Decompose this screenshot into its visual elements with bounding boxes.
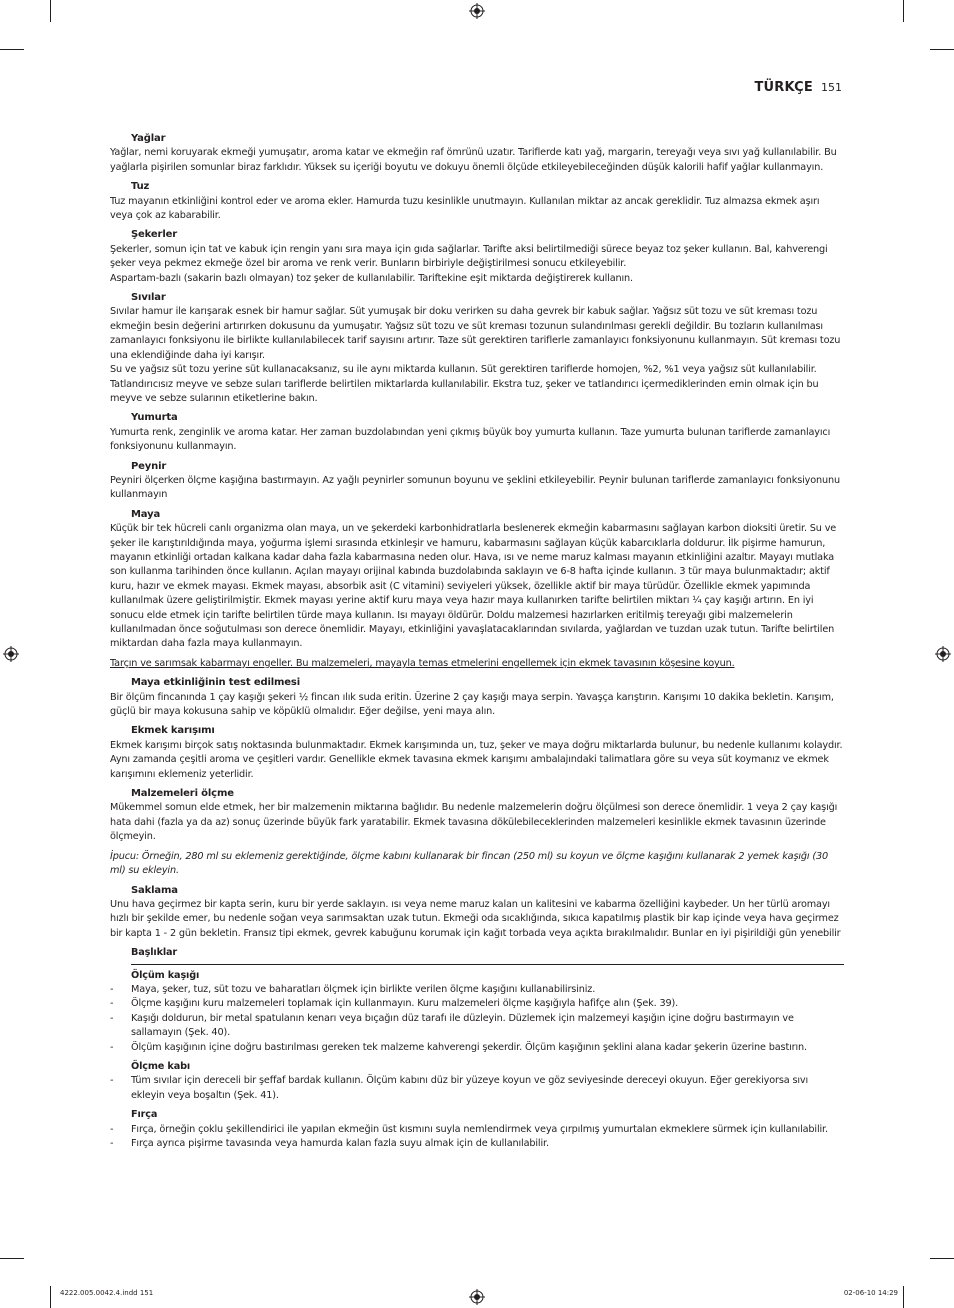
- section-title: Sıvılar: [131, 292, 166, 304]
- section-title: Malzemeleri ölçme: [131, 788, 234, 800]
- section-text: Peyniri ölçerken ölçme kaşığına bastırmayın. Az yağlı peynirler somunun boyunu ve şeklini etkileyebilir. Peynir bulunan tariflerde zamanlayıcı fonksiyonunu kullanmayın: [110, 474, 840, 501]
- section-sekerler: [110, 228, 844, 286]
- section-title: Ekmek karışımı: [131, 725, 215, 737]
- crop-mark: [0, 49, 24, 50]
- section-yumurta: [110, 411, 844, 454]
- subsection-title: Ölçme kabı: [131, 1060, 191, 1072]
- subsection-title: Fırça: [131, 1109, 158, 1121]
- section-saklama: [110, 884, 844, 942]
- section-tuz: [110, 180, 844, 223]
- tip-note: İpucu: Örneğin, 280 ml su eklemeniz gerektiğinde, ölçme kabını kullanarak bir fincan (250 ml) su koyun ve ölçme kaşığını kullanarak 2 yemek kaşığı (30 ml) su ekleyin.: [110, 850, 829, 877]
- section-text: Mükemmel somun elde etmek, her bir malzemenin miktarına bağlıdır. Bu nedenle malzemelerin doğru ölçülmesi son derece önemlidir. 1 veya 2 çay kaşığı hata dahi (fazla ya da az) sonuç üzerinde büyük fark yaratabilir. Ekmek tavasına dökülebileceklerinden malzemeleri kesinlikle ekmek tavasının üzerinde ölçmeyin.: [110, 802, 838, 843]
- section-ekmek-karisimi: [110, 724, 844, 782]
- section-sivilar: [110, 291, 844, 406]
- section-title: Maya: [131, 508, 161, 520]
- crop-mark: [50, 0, 51, 22]
- page-content: [110, 132, 844, 1156]
- section-yaglar: [110, 132, 844, 175]
- section-malzemeleri-olcme: [110, 787, 844, 845]
- section-text: Küçük bir tek hücreli canlı organizma olan maya, un ve şekerdeki karbonhidratlarla beslenerek ekmeğin kabarmasını sağlayan karbon dioksiti üretir. Su ve şeker ile karıştırıldığında maya, yoğurma işlemi sırasında etkinleşir ve hamuru, kabarmasını sağlayan küçük kabarcıklarla doldurur. İlk pişirme hamurun, mayanın etkinliği ortadan kalkana kadar daha fazla kabarmasına neden olur. Hava, ısı ve neme maruz kalması mayanın etkinliğini azaltır. Mayayı mutlaka son kullanma tarihinden önce kullanın. Açılan mayayı orijinal kabında buzdolabında saklayın ve 6-8 hafta içinde kullanın. 3 tür maya bulunmaktadır; aktif kuru, hazır ve ekmek mayası. Ekmek mayası, absorbik asit (C vitamini) seviyeleri yüksek, özellikle aktif bir maya türüdür. Özellikle ekmek yapımında kullanılmak üzere geliştirilmiştir. Ekmek mayası yerine aktif kuru maya veya hazır maya kullanırken tarifte belirtilen miktarı ¼ çay kaşığı artırın. En iyi sonucu elde etmek için tarifte belirtilen türde maya kullanın. Isı mayayı öldürür. Doldu malzemesi hazırlarken eritilmiş tereyağı gibi malzemelerin kullanılmadan önce soğutulması son derece önemlidir. Mayayı, etkinliğini yavaşlatacaklarından sıvılarda, yağlardan ve tuzdan uzak tutun. Tarifte belirtilen miktardan daha fazla maya kullanmayın.: [110, 523, 837, 650]
- registration-mark-icon: [469, 3, 485, 19]
- section-text: Su ve yağsız süt tozu yerine süt kullanacaksanız, su ile aynı miktarda kullanın. Süt gerektiren tariflerde homojen, %2, %1 veya yağsız süt kullanılabilir. Tatlandırıcısız meyve ve sebze suları tariflerde belirtilen miktarlarda kullanılabilir. Ekstra tuz, şeker ve tatlandırıcı içermediklerinden emin olmak için bu meyve ve sebze sularının etiketlerine bakın.: [110, 364, 819, 404]
- section-title: Saklama: [131, 884, 178, 896]
- list-item: - Fırça, örneğin çoklu şekillendirici ile yapılan ekmeğin üst kısmını suyla nemlendirmek veya çırpılmış yumurtalan ekmeklere sürmek için kullanılabilir.: [110, 1123, 844, 1137]
- bullet-list: [110, 1123, 844, 1152]
- registration-mark-icon: [469, 1289, 485, 1305]
- list-item: - Ölçme kaşığını kuru malzemeleri toplamak için kullanmayın. Kuru malzemeleri ölçme kaşığıyla hafifçe alın (Şek. 39).: [110, 997, 844, 1011]
- section-title: Maya etkinliğinin test edilmesi: [131, 677, 300, 689]
- bullet-list: [110, 1074, 844, 1103]
- subsection-firca: [110, 1108, 844, 1151]
- section-title-basliklar: Başlıklar: [131, 946, 844, 964]
- subsection-olcme-kabi: [110, 1060, 844, 1103]
- registration-mark-icon: [935, 646, 951, 662]
- section-text: Aspartam-bazlı (sakarin bazlı olmayan) toz şeker de kullanılabilir. Tariftekine eşit miktarda değiştirerek kullanın.: [110, 272, 633, 284]
- list-item: - Kaşığı doldurun, bir metal spatulanın kenarı veya bıçağın düz tarafı ile düzleyin. Düzlemek için malzemeyi kaşığın içine doğru bastırmayın ve sallamayın (Şek. 40).: [110, 1012, 844, 1041]
- language-label: TÜRKÇE: [754, 80, 813, 95]
- crop-mark: [930, 49, 954, 50]
- section-title: Yumurta: [131, 412, 178, 424]
- footer-file-label: 4222.005.0042.4.indd 151: [60, 1289, 154, 1297]
- registration-mark-icon: [3, 646, 19, 662]
- page-header: [754, 80, 842, 95]
- footer-date-label: 02-06-10 14:29: [843, 1289, 898, 1297]
- section-text: Yağlar, nemi koruyarak ekmeği yumuşatır, aroma katar ve ekmeğin raf ömrünü uzatır. Tariflerde katı yağ, margarin, tereyağı veya sıvı yağ kullanılabilir. Bu yağlarla pişirilen somunlar biraz farklıdır. Yüksek su içeriği boyutu ve dokuyu önemli ölçüde etkileyebileceğinden düşük kalorili hafif yağlar kullanmayın.: [110, 147, 837, 173]
- bullet-list: [110, 983, 844, 1055]
- crop-mark: [903, 0, 904, 22]
- crop-mark: [930, 1258, 954, 1259]
- section-title: Peynir: [131, 460, 167, 472]
- section-text: Bir ölçüm fincanında 1 çay kaşığı şekeri ½ fincan ılık suda eritin. Üzerine 2 çay kaşığı maya serpin. Yavaşça karıştırın. Karışımı 10 dakika bekletin. Karışım, güçlü bir maya kokusuna sahip ve köpüklü olmalıdır. Eğer değilse, yeni maya alın.: [110, 691, 834, 718]
- section-title: Tuz: [131, 181, 150, 193]
- crop-mark: [903, 1286, 904, 1308]
- section-title: Şekerler: [131, 229, 178, 241]
- section-title: Yağlar: [131, 133, 166, 144]
- subsection-olcum-kasigi: [110, 969, 844, 1055]
- list-item: - Ölçüm kaşığının içine doğru bastırılması gereken tek malzeme kahverengi şekerdir. Ölçüm kaşığının şeklini alana kadar şekerin üzerine bastırın.: [110, 1041, 844, 1055]
- page-number: 151: [821, 81, 842, 94]
- crop-mark: [0, 1258, 24, 1259]
- section-peynir: [110, 460, 844, 503]
- warning-note: Tarçın ve sarımsak kabarmayı engeller. Bu malzemeleri, mayayla temas etmelerini engellemek için ekmek tavasının köşesine koyun.: [110, 657, 735, 669]
- section-text: Sıvılar hamur ile karışarak esnek bir hamur sağlar. Süt yumuşak bir doku verirken su daha gevrek bir kabuk sağlar. Yağsız süt tozu ve süt kreması tozu ekmeğin besin değerini artırırken dokusunu da yumuşatır. Yağsız süt tozu ve süt kreması tozunun sulandırılması gerekli değildir. Bu tozların kullanılması zamanlayıcı fonksiyonu ile birlikte kullanılabilecek tarif sayısını artırır. Taze süt gerektiren tariflerle zamanlayıcı fonksiyonunu kullanmayın. Süt kreması tozu una eklendiğinde daha iyi karışır.: [110, 306, 841, 361]
- section-maya: [110, 508, 844, 652]
- section-text: Tuz mayanın etkinliğini kontrol eder ve aroma ekler. Hamurda tuzu kesinlikle unutmayın. Kullanılan miktar az ancak gereklidir. Tuz almazsa ekmek aşırı veya çok az kabarabilir.: [110, 195, 820, 222]
- list-item: - Fırça ayrıca pişirme tavasında veya hamurda kalan fazla suyu almak için de kullanılabilir.: [110, 1137, 844, 1151]
- section-text: Yumurta renk, zenginlik ve aroma katar. Her zaman buzdolabından yeni çıkmış büyük boy yumurta kullanın. Taze yumurta bulunan tariflerde zamanlayıcı fonksiyonunu kullanmayın.: [110, 426, 831, 453]
- section-text: Şekerler, somun için tat ve kabuk için rengin yanı sıra maya için gıda sağlarlar. Tarifte aksi belirtilmediği sürece beyaz toz şeker kullanın. Bal, kahverengi şeker veya pekmez ekmeğe özel bir aroma ve renk verir. Bunların birbiriyle değiştirilmesi sonucu etkileyebilir.: [110, 243, 828, 270]
- list-item: - Maya, şeker, tuz, süt tozu ve baharatları ölçmek için birlikte verilen ölçme kaşığını kullanabilirsiniz.: [110, 983, 844, 997]
- list-item: - Tüm sıvılar için dereceli bir şeffaf bardak kullanın. Ölçüm kabını düz bir yüzeye koyun ve göz seviyesinde dereceyi okuyun. Eğer gerekiyorsa sıvı ekleyin veya boşaltın (Şek. 41).: [110, 1074, 844, 1103]
- section-maya-test: [110, 676, 844, 719]
- subsection-title: Ölçüm kaşığı: [131, 969, 200, 981]
- section-text: Ekmek karışımı birçok satış noktasında bulunmaktadır. Ekmek karışımında un, tuz, şeker ve maya doğru miktarlarda bulunur, bu nedenle kullanımı kolaydır. Aynı zamanda çeşitli aroma ve çeşitleri vardır. Genellikle ekmek tavasına ekmek karışımı ambalajındaki talimatlara göre su veya süt koymanız ve ekmek karışımını eklemeniz yeterlidir.: [110, 739, 843, 780]
- crop-mark: [50, 1286, 51, 1308]
- section-text: Unu hava geçirmez bir kapta serin, kuru bir yerde saklayın. ısı veya neme maruz kalan un kalitesini ve kabarma özelliğini kaybeder. Un her türlü aromayı hızlı bir şekilde emer, bu nedenle soğan veya sarımsaktan uzak tutun. Ekmeği oda sıcaklığında, sıkıca kapatılmış plastik bir kap içinde veya hava geçirmez bir kapta 1 - 2 gün bekletin. Fransız tipi ekmek, gevrek kabuğunu korumak için kağıt torbada veya açıkta bırakılmalıdır. Bunlar en iyi pişirildiği gün yenebilir: [110, 898, 841, 939]
